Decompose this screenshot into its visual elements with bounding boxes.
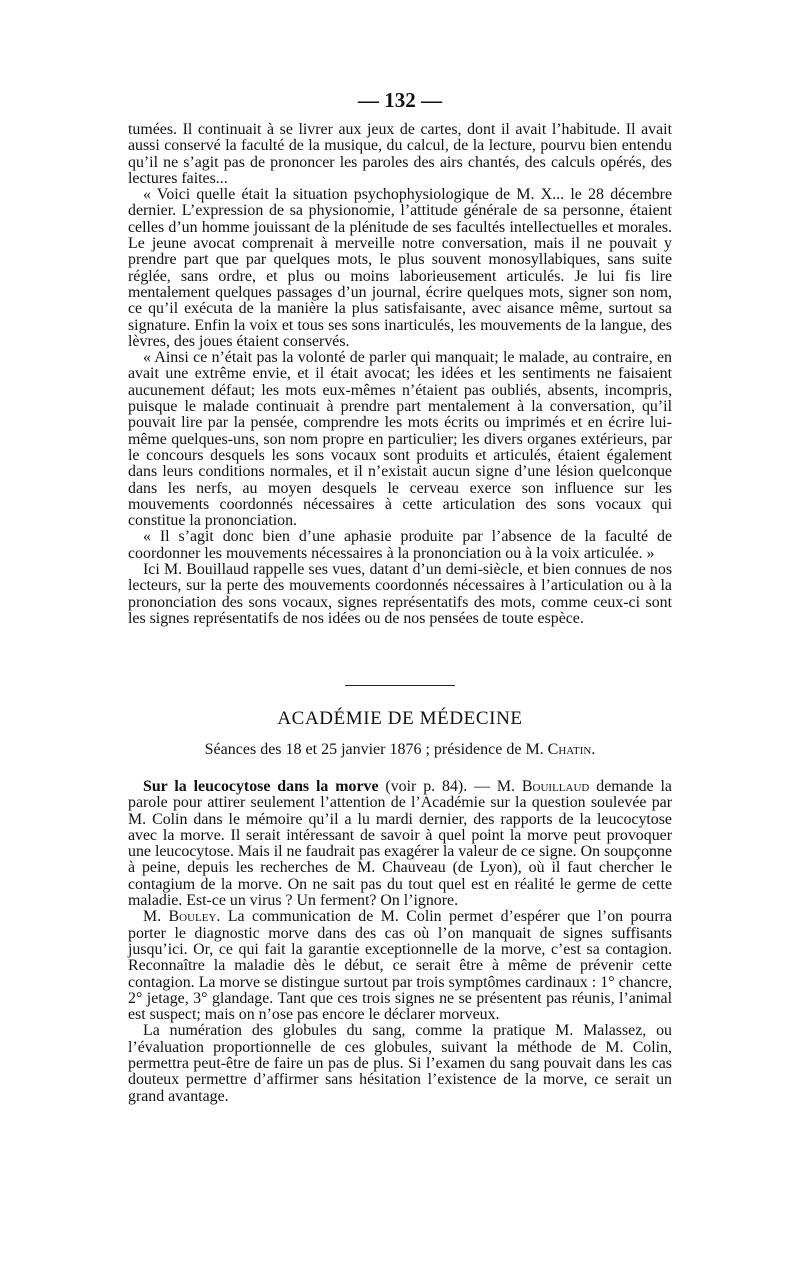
paragraph-situation: « Voici quelle était la situation psychophysiologique de M. X... le 28 décembre dernier. L’expression de sa physionomie, l’attitude générale de sa personne, étaient celles d’un homme jouissant de la plénitude de ses facultés intellectuelles et morales. Le jeune avocat comprenait à merveille notre conversation, mais il ne pouvait y prendre part que par quelques mots, le plus souvent monosyllabiques, sans suite réglée, sans ordre, et plus ou moins laborieusement articulés. Je lui fis lire mentalement quelques passages d’un journal, écrire quelques mots, signer son nom, ce qu’il exécuta de la manière la plus satisfaisante, avec aisance même, surtout sa signature. Enfin la voix et tous ses sons inarticulés, les mouvements de la langue, des lèvres, des joues étaient conservés. [128, 186, 672, 350]
section-heading: ACADÉMIE DE MÉDECINE [277, 708, 523, 729]
article-block [128, 779, 672, 1105]
article-second-text: . La communication de M. Colin permet d’espérer que l’on pourra porter le diagnostic morve dans des cas où l’on manquait de signes suffisants jusqu’ici. Or, ce qui fait la garantie exceptionnelle de la morve, c’est sa contagion. Reconnaître la maladie dès le début, ce serait être à même de prévenir cette contagion. La morve se distingue surtout par trois symptômes cardinaux : 1° chancre, 2° jetage, 3° glandage. Tant que ces trois signes ne se présentent pas réunis, l’animal est suspect; mais on n’ose pas encore le déclarer morveux. [128, 908, 672, 1024]
sessions-line [0, 741, 800, 759]
top-text-block [128, 122, 672, 627]
article-paragraph-1 [128, 779, 672, 909]
paragraph-bouillaud: Ici M. Bouillaud rappelle ses vues, datant d’un demi-siècle, et bien connues de nos lecteurs, sur la perte des mouvements coordonnés nécessaires à l’articulation ou à la prononciation des sons vocaux, signes représentatifs des mots, comme ceux-ci sont les signes représentatifs de nos idées ou de nos pensées de toute espèce. [128, 561, 672, 627]
paragraph-aphasie: « Il s’agit donc bien d’une aphasie produite par l’absence de la faculté de coordonner les mouvements nécessaires à la prononciation ou à la voix articulée. » [128, 528, 672, 562]
article-ref: (voir p. 84). — M. [378, 778, 522, 795]
paragraph-continuation: tumées. Il continuait à se livrer aux jeux de cartes, dont il avait l’habitude. Il avait aussi conservé la faculté de la musique, du calcul, de la lecture, pourvu bien entendu qu’il ne s’agit pas de prononcer les paroles des airs chantés, des calculs opérés, des lectures faites... [128, 121, 672, 187]
article-first-text: demande la parole pour attirer seulement l’attention de l’Académie sur la question soulevée par M. Colin dans le mémoire qu’il a lu mardi dernier, des rapports de la leucocytose avec la morve. Il serait intéressant de savoir à quel point la morve peut provoquer une leucocytose. Mais il ne faudrait pas exagérer la valeur de ce signe. On soupçonne à peine, depuis les recherches de M. Chauveau (de Lyon), où il faut chercher le contagium de la morve. On ne sait pas du tout quel est en réalité le germe de cette maladie. Est-ce un virus ? Un ferment? On l’ignore. [128, 778, 672, 910]
article-paragraph-3: La numération des globules du sang, comme la pratique M. Malassez, ou l’évaluation proportionnelle de ces globules, suivant la méthode de M. Colin, permettra peut-être de faire un pas de plus. Si l’examen du sang pouvait dans les cas douteux permettre d’affirmer sans hésitation l’existence de la morve, ce serait un grand avantage. [128, 1022, 672, 1105]
president-name: Chatin [547, 741, 592, 758]
speaker-bouley: Bouley [168, 908, 217, 926]
sessions-suffix: . [591, 741, 596, 758]
second-prefix: M. [143, 908, 169, 926]
sessions-prefix: Séances des 18 et 25 janvier 1876 ; présidence de M. [204, 741, 548, 758]
speaker-bouillaud: Bouillaud [521, 778, 590, 795]
section-divider [345, 685, 455, 686]
paragraph-volonte: « Ainsi ce n’était pas la volonté de parler qui manquait; le malade, au contraire, en avait une extrême envie, et il était avocat; les idées et les sentiments ne faisaient aucunement défaut; les mots eux-mêmes n’étaient pas oubliés, absents, incompris, puisque le malade continuait à prendre part mentalement à la conversation, qu’il pouvait lire par la pensée, comprendre les mots écrits ou imprimés et en écrire lui-même quelques-uns, son nom propre en particulier; les divers organes extérieurs, par le concours desquels les sons vocaux sont produits et articulés, étaient également dans leurs conditions normales, et il n’existait aucun signe d’une lésion quelconque dans les nerfs, au moyen desquels le cerveau exerce son influence sur les mouvements coordonnés nécessaires à cette articulation des sons vocaux qui constitue la prononciation. [128, 349, 672, 530]
page-number: — 132 — [358, 88, 442, 112]
article-title: Sur la leucocytose dans la morve [143, 778, 379, 795]
article-paragraph-2 [128, 909, 672, 1023]
